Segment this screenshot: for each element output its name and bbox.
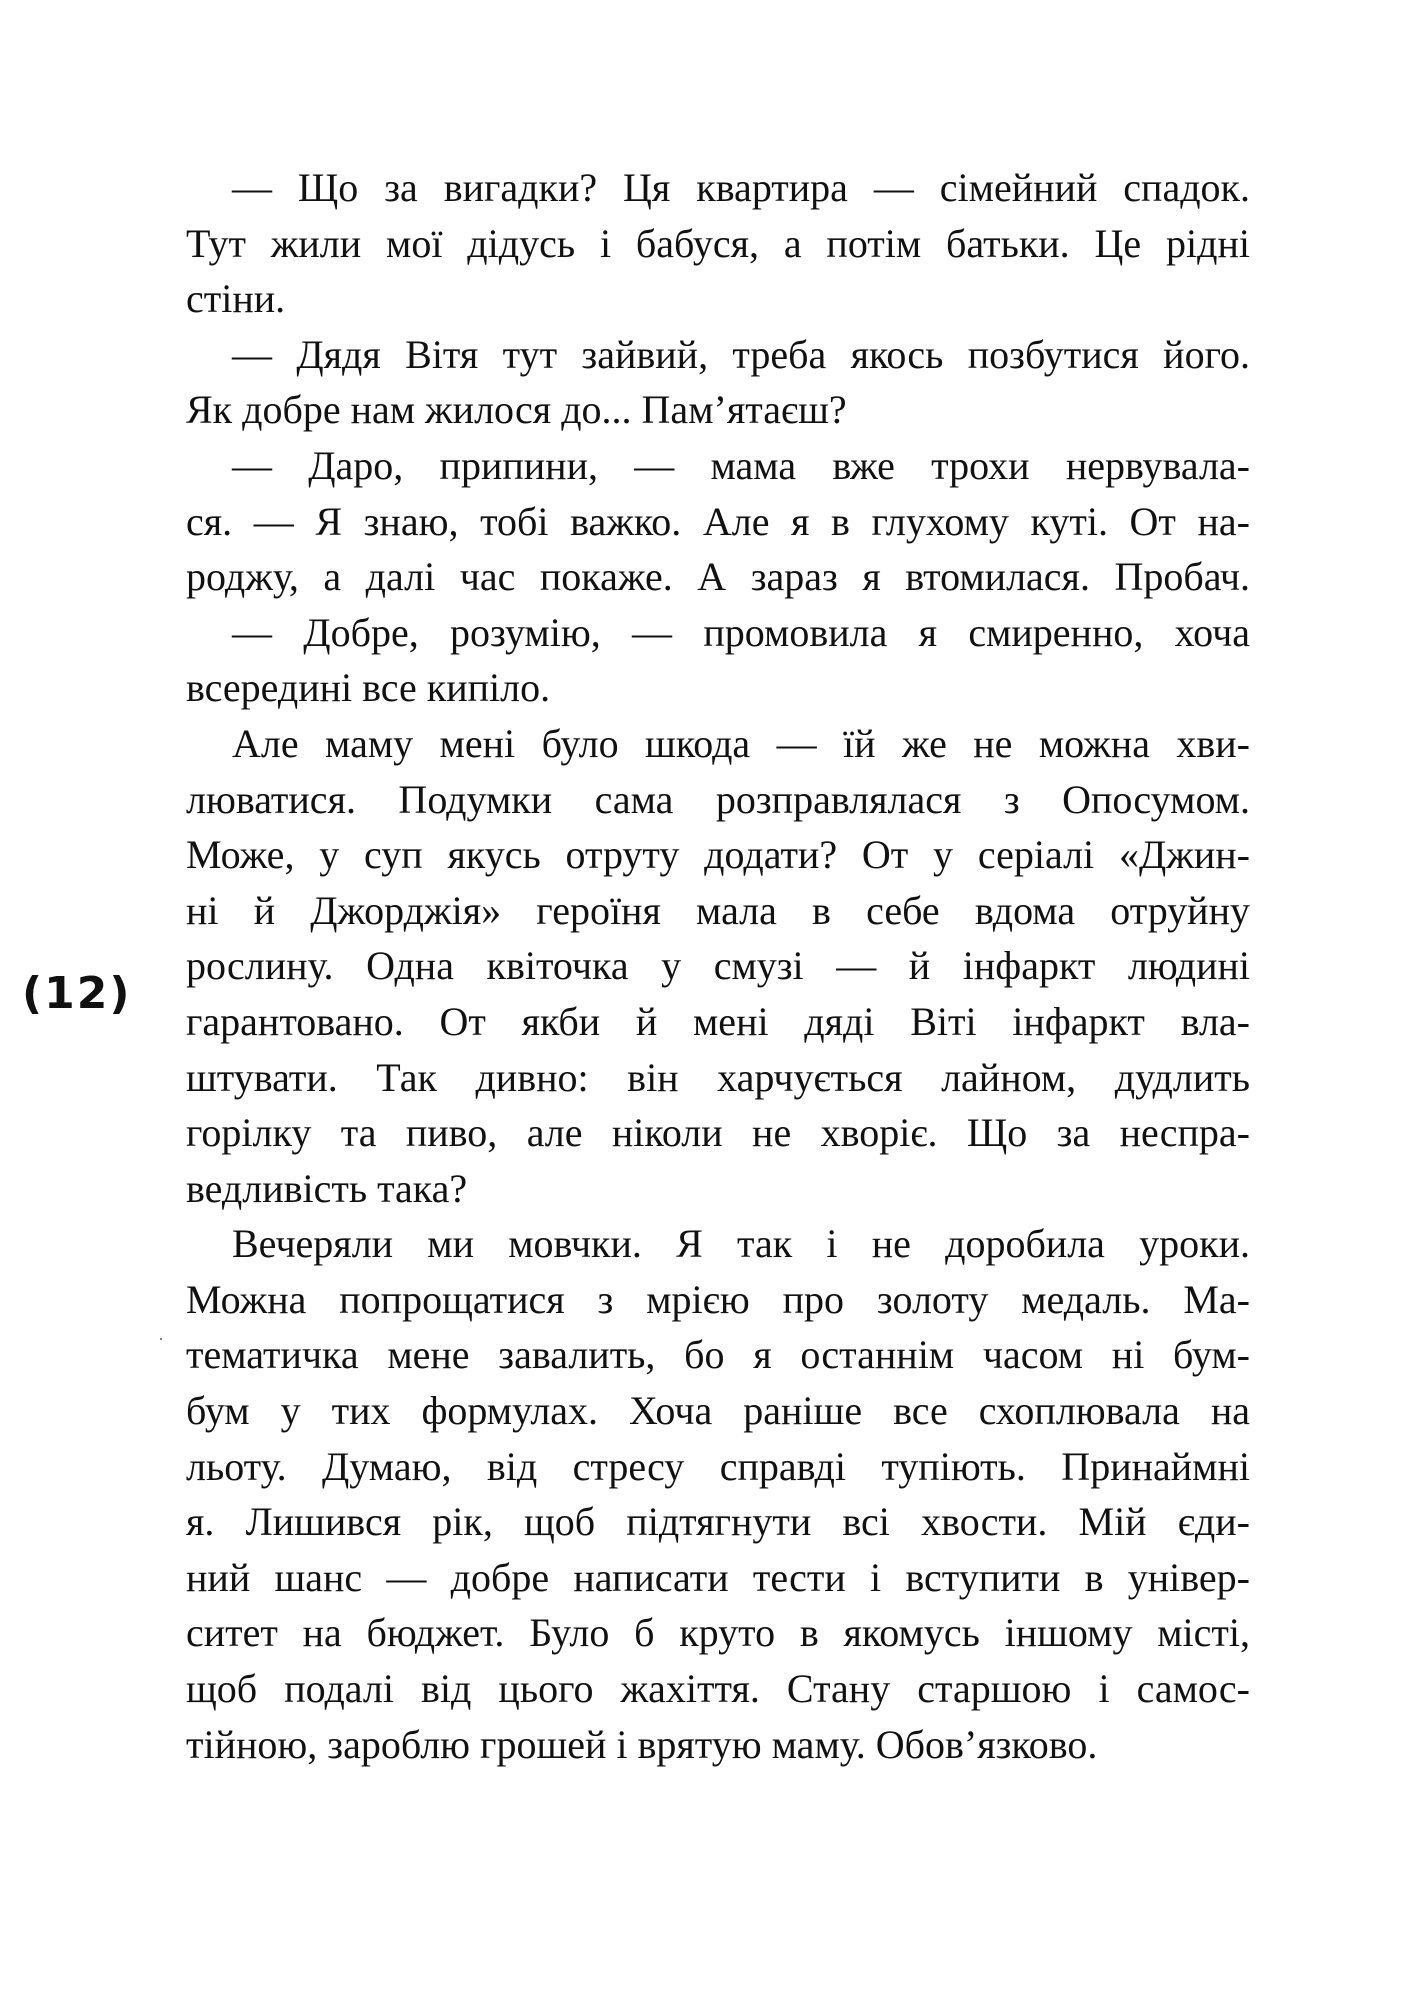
text-line: — Дядя Вітя тут зайвий, треба якось позбутися його.: [232, 331, 1250, 377]
paragraph: [186, 438, 1250, 605]
text-line: льоту. Думаю, від стресу справді тупіють. Принаймні: [186, 1443, 1250, 1489]
text-line: ся. — Я знаю, тобі важко. Але я в глухому куті. От на-: [186, 498, 1250, 544]
text-line: всередині все кипіло.: [186, 665, 551, 711]
text-line: ні й Джорджія» героїня мала в себе вдома отруйну: [186, 887, 1250, 933]
paragraph: [186, 327, 1250, 438]
text-line: Тут жили мої дідусь і бабуся, а потім батьки. Це рідні: [186, 220, 1250, 266]
text-line: Вечеряли ми мовчки. Я так і не доробила уроки.: [232, 1221, 1250, 1267]
text-line: Як добре нам жилося до... Пам’ятаєш?: [186, 387, 847, 433]
text-line: роджу, а далі час покаже. А зараз я втомилася. Пробач.: [186, 554, 1250, 600]
text-line: — Що за вигадки? Ця квартира — сімейний спадок.: [232, 165, 1250, 210]
text-line: — Даро, припини, — мама вже трохи нервувала-: [232, 442, 1250, 488]
text-line: стіни.: [186, 276, 286, 322]
text-line: — Добре, розумію, — промовила я смиренно, хоча: [232, 609, 1250, 655]
text-line: ведливість така?: [186, 1165, 468, 1211]
text-line: щоб подалі від цього жахіття. Стану старшою і самос-: [186, 1666, 1250, 1712]
text-line: Може, у суп якусь отруту додати? От у серіалі «Джин-: [186, 832, 1250, 878]
text-line: тематичка мене завалить, бо я останнім часом ні бум-: [186, 1332, 1250, 1378]
text-line: люватися. Подумки сама розправлялася з Опосумом.: [186, 776, 1250, 822]
text-line: рослину. Одна квіточка у смузі — й інфаркт людині: [186, 943, 1250, 989]
scan-speck: [160, 1338, 162, 1340]
text-line: Можна попрощатися з мрією про золоту медаль. Ма-: [186, 1276, 1250, 1322]
page-number: (12): [22, 968, 132, 1019]
text-line: я. Лишився рік, щоб підтягнути всі хвости. Мій єди-: [186, 1499, 1250, 1545]
text-line: ний шанс — добре написати тести і вступити в універ-: [186, 1554, 1250, 1600]
paragraph: [186, 716, 1250, 1216]
text-line: ситет на бюджет. Було б круто в якомусь іншому місті,: [186, 1610, 1250, 1656]
text-line: Але маму мені було шкода — їй же не можна хви-: [232, 720, 1250, 766]
text-line: тійною, зароблю грошей і врятую маму. Обов’язково.: [186, 1721, 1098, 1767]
text-line: гарантовано. От якби й мені дяді Віті інфаркт вла-: [186, 998, 1250, 1044]
text-line: бум у тих формулах. Хоча раніше все схоплювала на: [186, 1388, 1250, 1434]
paragraph: [186, 605, 1250, 716]
paragraph: [186, 160, 1250, 327]
text-line: горілку та пиво, але ніколи не хворіє. Що за неспра-: [186, 1110, 1250, 1156]
body-text: [186, 160, 1250, 1772]
paragraph: [186, 1216, 1250, 1772]
text-line: штувати. Так дивно: він харчується лайном, дудлить: [186, 1054, 1250, 1100]
